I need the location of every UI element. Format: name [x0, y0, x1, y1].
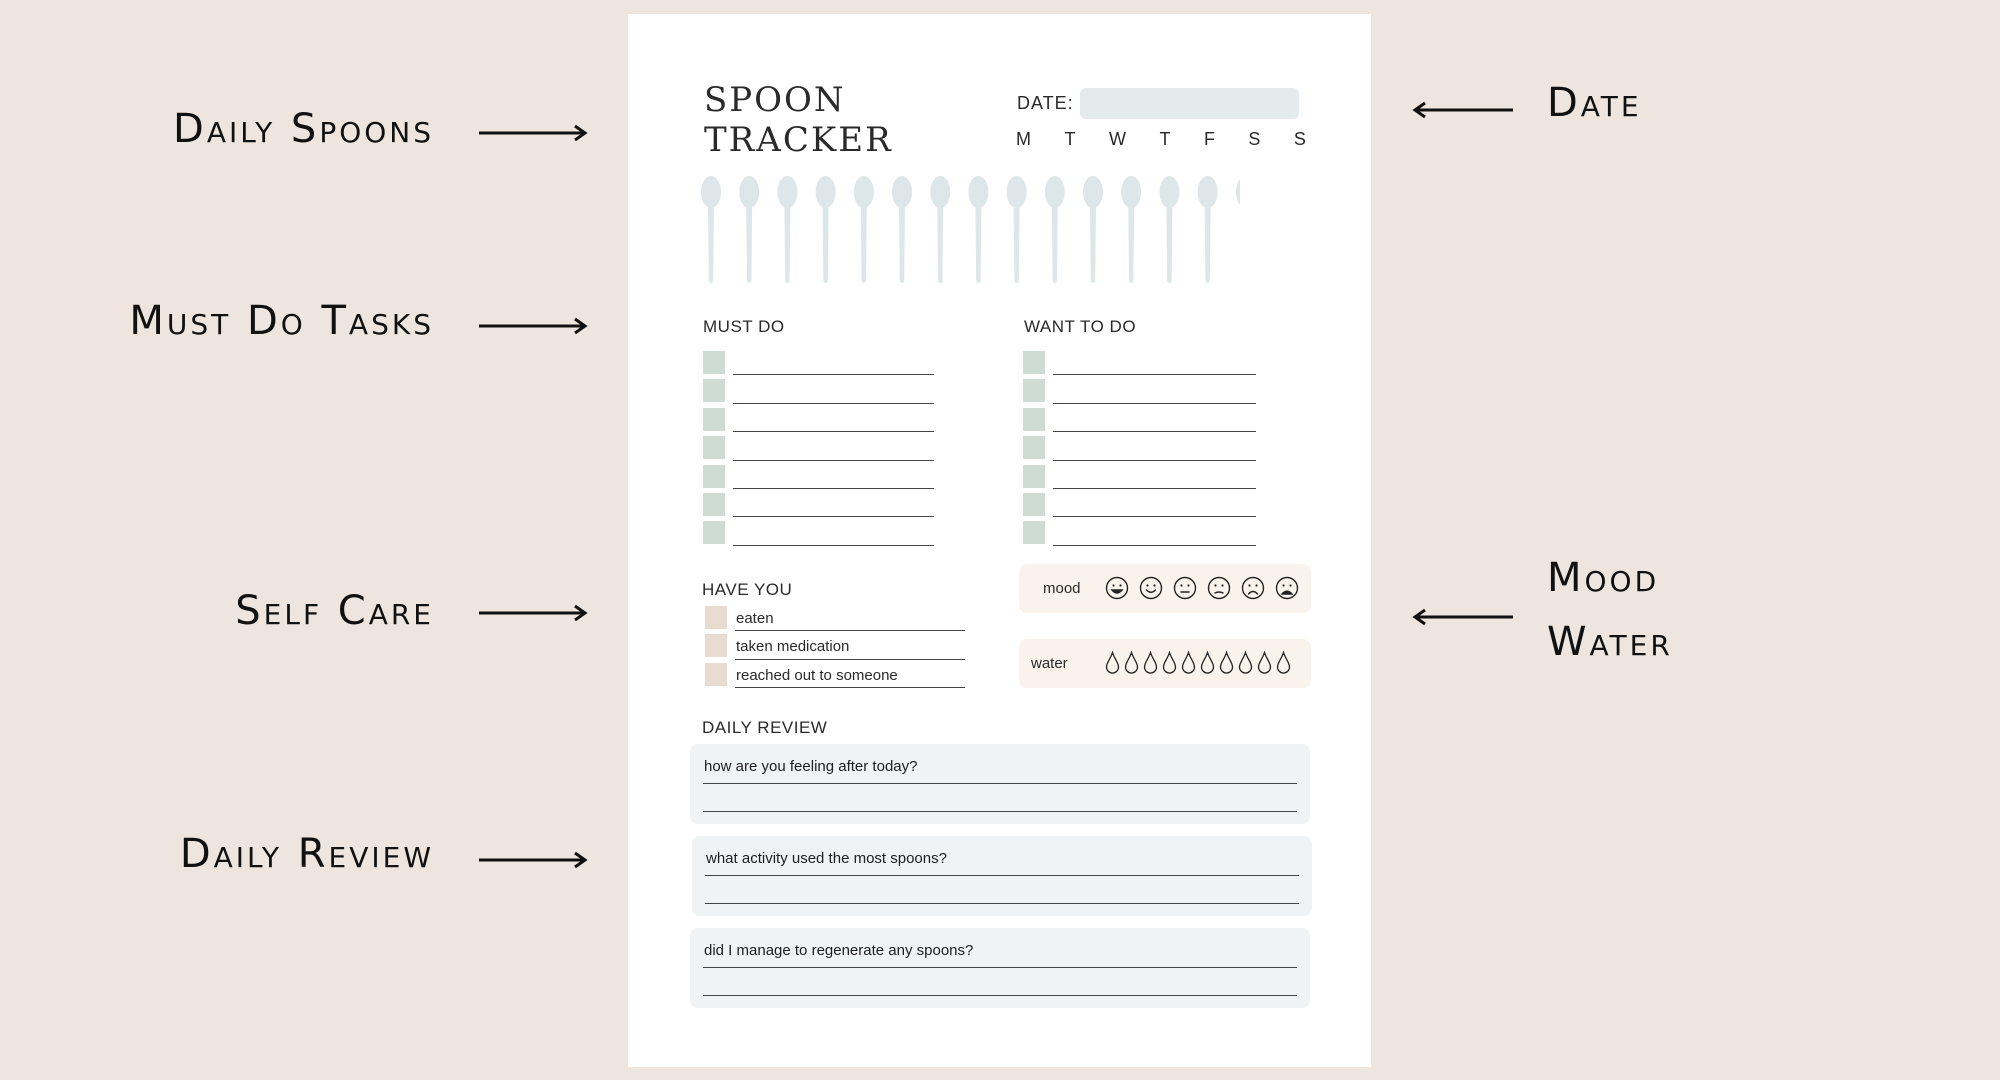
- want-to-do-checkbox[interactable]: [1023, 436, 1045, 459]
- must-do-row: [703, 434, 934, 462]
- title-line-1: SPOON: [704, 80, 846, 120]
- callout-daily-review: Daily Review: [179, 831, 434, 877]
- spoon-icon[interactable]: [1159, 176, 1179, 283]
- water-drop-icon[interactable]: [1219, 651, 1234, 675]
- have-you-text: eaten: [736, 610, 774, 627]
- sheet-title: [704, 80, 893, 160]
- weekday-2[interactable]: W: [1108, 129, 1126, 149]
- review-question: how are you feeling after today?: [704, 758, 918, 775]
- review-answer-line[interactable]: [703, 995, 1297, 996]
- have-you-checkbox[interactable]: [705, 634, 727, 657]
- must-do-row: [703, 406, 934, 434]
- must-do-line[interactable]: [733, 374, 934, 375]
- review-question: what activity used the most spoons?: [706, 850, 947, 867]
- arrow-right-icon: [479, 123, 591, 143]
- weekday-6[interactable]: S: [1293, 129, 1306, 149]
- spoon-icon[interactable]: [701, 176, 721, 283]
- want-to-do-line[interactable]: [1053, 403, 1256, 404]
- want-to-do-row: [1023, 349, 1256, 377]
- arrow-right-icon: [479, 603, 591, 623]
- want-to-do-line[interactable]: [1053, 431, 1256, 432]
- want-to-do-checkbox[interactable]: [1023, 379, 1045, 402]
- review-answer-line[interactable]: [703, 811, 1297, 812]
- callout-date: Date: [1547, 80, 1642, 126]
- arrow-left-icon: [1409, 100, 1521, 120]
- have-you-line: [735, 687, 965, 688]
- water-drop-icon[interactable]: [1181, 651, 1196, 675]
- want-to-do-checkbox[interactable]: [1023, 351, 1045, 374]
- spoon-icon[interactable]: [854, 176, 874, 283]
- water-label: water: [1031, 655, 1068, 672]
- must-do-line[interactable]: [733, 431, 934, 432]
- sad-face-icon[interactable]: [1241, 576, 1265, 600]
- must-do-line[interactable]: [733, 403, 934, 404]
- mood-faces: [1105, 576, 1299, 600]
- want-to-do-row: [1023, 491, 1256, 519]
- have-you-checkbox[interactable]: [705, 606, 727, 629]
- callout-must-do-tasks: Must Do Tasks: [129, 298, 434, 344]
- must-do-line[interactable]: [733, 460, 934, 461]
- review-answer-line[interactable]: [703, 967, 1297, 968]
- weekday-4[interactable]: F: [1203, 129, 1215, 149]
- spoon-icon[interactable]: [892, 176, 912, 283]
- must-do-checkbox[interactable]: [703, 351, 725, 374]
- want-to-do-row: [1023, 434, 1256, 462]
- mood-label: mood: [1043, 580, 1081, 597]
- have-you-line: [735, 659, 965, 660]
- review-answer-line[interactable]: [703, 783, 1297, 784]
- must-do-list: [703, 349, 934, 548]
- review-card[interactable]: [692, 836, 1312, 916]
- arrow-left-icon: [1409, 607, 1521, 627]
- weekday-5[interactable]: S: [1248, 129, 1261, 149]
- meh-face-icon[interactable]: [1173, 576, 1197, 600]
- spoon-icon[interactable]: [1236, 176, 1240, 283]
- have-you-text: reached out to someone: [736, 666, 898, 684]
- spoon-tracker-sheet: [628, 14, 1371, 1067]
- water-drop-icon[interactable]: [1276, 651, 1291, 675]
- want-to-do-list: [1023, 349, 1256, 548]
- water-drop-icon[interactable]: [1238, 651, 1253, 675]
- have-you-list: [705, 604, 965, 689]
- want-to-do-row: [1023, 519, 1256, 547]
- spoon-icon[interactable]: [777, 176, 797, 283]
- water-tracker: [1019, 639, 1311, 688]
- date-label: DATE:: [1017, 93, 1074, 113]
- weekday-row: [1016, 129, 1306, 150]
- have-you-checkbox[interactable]: [705, 663, 727, 686]
- want-to-do-row: [1023, 463, 1256, 491]
- neutral-face-icon[interactable]: [1207, 576, 1231, 600]
- spoon-icon[interactable]: [1007, 176, 1027, 283]
- want-to-do-row: [1023, 406, 1256, 434]
- must-do-label: MUST DO: [703, 317, 785, 336]
- must-do-row: [703, 519, 934, 547]
- daily-review-label: DAILY REVIEW: [702, 718, 828, 737]
- have-you-text: taken medication: [736, 638, 850, 656]
- want-to-do-checkbox[interactable]: [1023, 493, 1045, 516]
- want-to-do-label: WANT TO DO: [1024, 317, 1137, 336]
- review-card[interactable]: [690, 928, 1310, 1008]
- want-to-do-checkbox[interactable]: [1023, 408, 1045, 431]
- want-to-do-line[interactable]: [1053, 460, 1256, 461]
- callout-mood: Mood: [1547, 555, 1660, 601]
- spoon-icon[interactable]: [816, 176, 836, 283]
- water-drop-icon[interactable]: [1143, 651, 1158, 675]
- arrow-right-icon: [479, 316, 591, 336]
- want-to-do-checkbox[interactable]: [1023, 465, 1045, 488]
- have-you-item: [705, 661, 965, 689]
- water-drop-icon[interactable]: [1105, 651, 1120, 675]
- must-do-line[interactable]: [733, 488, 934, 489]
- must-do-checkbox[interactable]: [703, 521, 725, 544]
- water-drop-icon[interactable]: [1257, 651, 1272, 675]
- date-field[interactable]: [1080, 88, 1299, 119]
- must-do-row: [703, 349, 934, 377]
- want-to-do-line[interactable]: [1053, 516, 1256, 517]
- water-drop-icon[interactable]: [1124, 651, 1139, 675]
- must-do-checkbox[interactable]: [703, 493, 725, 516]
- callout-water: Water: [1547, 619, 1673, 665]
- arrow-right-icon: [479, 850, 591, 870]
- want-to-do-line[interactable]: [1053, 374, 1256, 375]
- spoon-icon[interactable]: [1045, 176, 1065, 283]
- want-to-do-checkbox[interactable]: [1023, 521, 1045, 544]
- want-to-do-line[interactable]: [1053, 545, 1256, 546]
- spoon-icon[interactable]: [930, 176, 950, 283]
- must-do-row: [703, 377, 934, 405]
- spoon-icon[interactable]: [968, 176, 988, 283]
- have-you-line: [735, 630, 965, 631]
- must-do-line[interactable]: [733, 516, 934, 517]
- spoon-icon[interactable]: [1121, 176, 1141, 283]
- must-do-row: [703, 463, 934, 491]
- weekday-3[interactable]: T: [1159, 129, 1171, 149]
- have-you-item: [705, 604, 965, 632]
- must-do-checkbox[interactable]: [703, 408, 725, 431]
- review-question: did I manage to regenerate any spoons?: [704, 942, 974, 959]
- review-card[interactable]: [690, 744, 1310, 824]
- water-drop-icon[interactable]: [1200, 651, 1215, 675]
- have-you-label: HAVE YOU: [702, 580, 793, 599]
- water-drops: [1105, 651, 1291, 675]
- grin-face-icon[interactable]: [1105, 576, 1129, 600]
- must-do-checkbox[interactable]: [703, 436, 725, 459]
- smile-face-icon[interactable]: [1139, 576, 1163, 600]
- want-to-do-line[interactable]: [1053, 488, 1256, 489]
- must-do-row: [703, 491, 934, 519]
- review-answer-line[interactable]: [705, 875, 1299, 876]
- water-drop-icon[interactable]: [1162, 651, 1177, 675]
- spoon-icon[interactable]: [1083, 176, 1103, 283]
- callout-self-care: Self Care: [235, 588, 434, 634]
- upset-face-icon[interactable]: [1275, 576, 1299, 600]
- callout-daily-spoons: Daily Spoons: [173, 106, 434, 152]
- title-line-2: TRACKER: [704, 120, 893, 160]
- have-you-item: [705, 632, 965, 660]
- review-answer-line[interactable]: [705, 903, 1299, 904]
- spoon-icon[interactable]: [1198, 176, 1218, 283]
- spoon-row: [700, 175, 1240, 287]
- spoon-icon[interactable]: [739, 176, 759, 283]
- want-to-do-row: [1023, 377, 1256, 405]
- must-do-checkbox[interactable]: [703, 465, 725, 488]
- weekday-1[interactable]: T: [1064, 129, 1076, 149]
- mood-tracker: [1019, 564, 1311, 613]
- weekday-0[interactable]: M: [1016, 129, 1031, 149]
- must-do-checkbox[interactable]: [703, 379, 725, 402]
- must-do-line[interactable]: [733, 545, 934, 546]
